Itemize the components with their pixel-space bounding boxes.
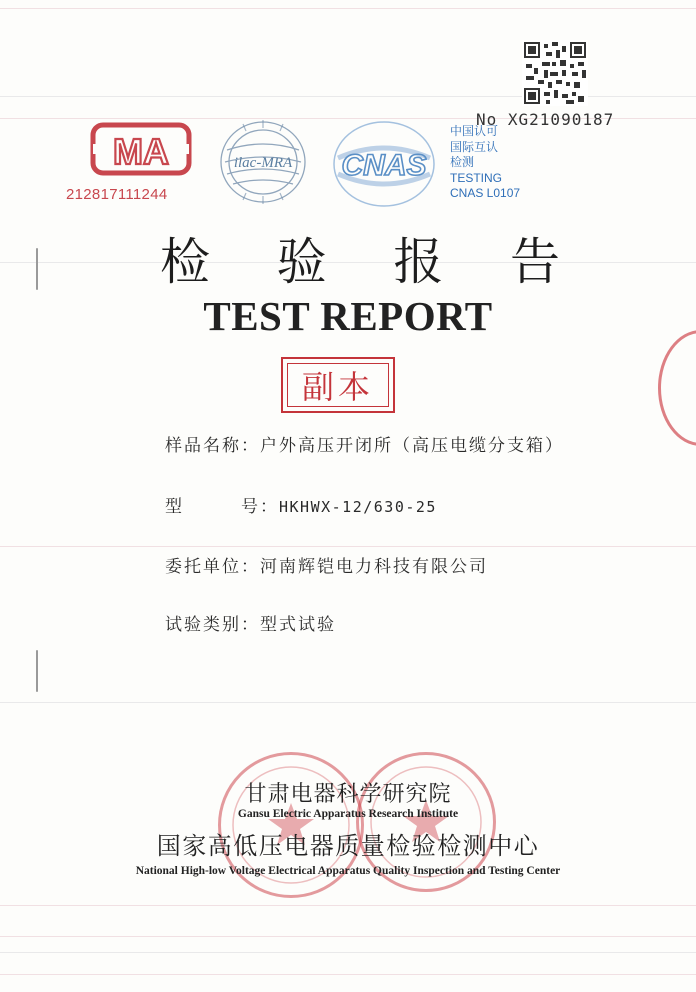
accreditation-line: 中国认可: [450, 124, 499, 138]
field-label: 试验类别：: [165, 615, 260, 635]
field-value: 河南辉铠电力科技有限公司: [260, 557, 488, 577]
report-title-chinese: [160, 222, 560, 294]
sample-name-field: [165, 431, 564, 456]
field-label: 委托单位：: [165, 557, 260, 577]
accreditation-text: [450, 124, 520, 202]
ilac-mra-logo: [213, 116, 313, 208]
accreditation-line: TESTING: [450, 170, 503, 185]
copy-stamp: [281, 357, 395, 413]
ma-certificate-code: 212817111244: [66, 186, 168, 203]
qr-code-icon: [522, 40, 588, 106]
report-title-english: TEST REPORT: [203, 293, 493, 339]
field-label: 样品名称：: [165, 436, 260, 456]
model-field: [165, 492, 437, 517]
title-char: 检: [160, 233, 210, 291]
ma-certification-logo: [90, 122, 192, 176]
field-value: 户外高压开闭所（高压电缆分支箱）: [260, 436, 564, 456]
test-type-field: [165, 610, 336, 635]
scan-line: [0, 974, 696, 975]
institute-name-english: Gansu Electric Apparatus Research Institute: [237, 808, 459, 820]
paging-seal: [658, 330, 696, 446]
scan-line: [0, 96, 696, 97]
title-char: 报: [393, 233, 444, 291]
title-char: 告: [509, 233, 560, 291]
scan-line: [0, 546, 696, 547]
report-number: No XG21090187: [476, 110, 615, 129]
scan-line: [0, 702, 696, 703]
field-label: 型 号：: [165, 497, 279, 517]
title-char: 验: [276, 233, 327, 291]
scan-line: [0, 8, 696, 9]
client-field: [165, 552, 488, 577]
accreditation-line: 检测: [450, 155, 475, 169]
center-name-english: National High-low Voltage Electrical Apparatus Quality Inspection and Testing Center: [135, 865, 561, 877]
copy-stamp-text: 副本: [287, 363, 389, 407]
accreditation-line: CNAS L0107: [450, 186, 521, 200]
ilac-logo-text: ilac-MRA: [233, 155, 293, 171]
field-value: HKHWX-12/630-25: [279, 498, 437, 516]
scan-line: [0, 952, 696, 953]
scan-line: [0, 905, 696, 906]
accreditation-line: 国际互认: [450, 139, 499, 154]
cnas-logo: [328, 118, 440, 210]
scan-line: [0, 936, 696, 937]
binding-mark: [36, 650, 38, 692]
center-name-chinese: 国家高低压电器质量检验检测中心: [156, 832, 540, 860]
field-value: 型式试验: [260, 615, 336, 635]
ma-logo-text: MA: [113, 131, 169, 172]
binding-mark: [36, 248, 38, 290]
cnas-logo-text: CNAS: [341, 149, 427, 182]
institute-name-chinese: 甘肃电器科学研究院: [244, 782, 452, 807]
